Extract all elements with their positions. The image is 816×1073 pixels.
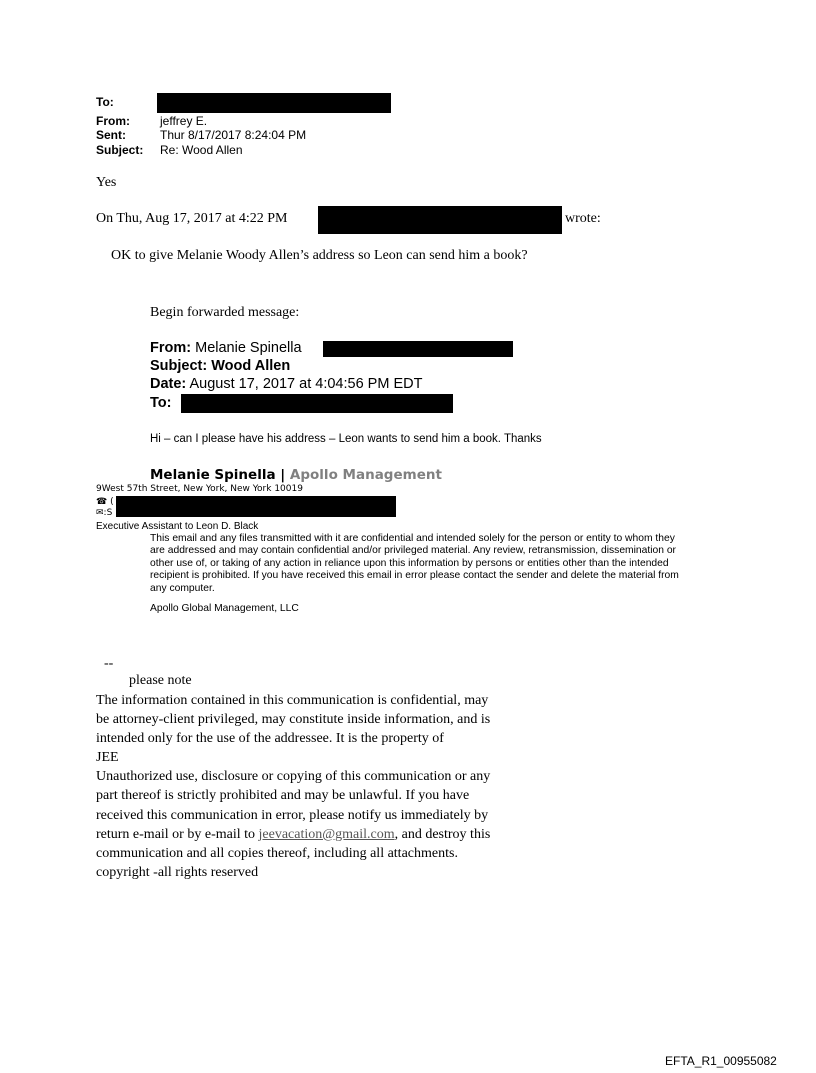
signature-company: Apollo Management (289, 467, 442, 483)
forward-date (150, 376, 422, 392)
from-label: From: (96, 114, 130, 128)
quote-intro-suffix: wrote: (565, 211, 601, 226)
signature-address: 9West 57th Street, New York, New York 10019 (96, 484, 303, 494)
forward-subject-value: Wood Allen (211, 358, 291, 374)
to-label: To: (96, 95, 114, 109)
signature-email (96, 508, 112, 518)
footer-dashes: -- (104, 656, 114, 671)
redaction-bar (181, 394, 453, 413)
signature-disclaimer-company: Apollo Global Management, LLC (150, 603, 299, 614)
forward-from (150, 340, 302, 356)
subject-label: Subject: (96, 143, 144, 157)
redaction-bar (157, 93, 391, 113)
forward-subject (150, 358, 290, 374)
quote-intro-prefix: On Thu, Aug 17, 2017 at 4:22 PM (96, 211, 288, 226)
forward-to-label: To: (150, 395, 172, 411)
forward-intro: Begin forwarded message: (150, 305, 300, 320)
document-id: EFTA_R1_00955082 (665, 1054, 777, 1068)
footer-p2-start: Unauthorized use, disclosure or copying of this communication or any part thereof is strictly prohibited and may be unlawful. If you have received this communication in error, please notify us immediately by return e-mail or by e-mail to (96, 769, 491, 842)
signature-title: Executive Assistant to Leon D. Black (96, 521, 259, 532)
email-icon: ✉:S (96, 508, 113, 518)
subject-value: Re: Wood Allen (160, 143, 243, 157)
forward-date-value: August 17, 2017 at 4:04:56 PM EDT (189, 376, 423, 392)
signature-separator: | (280, 467, 286, 483)
footer-notice (96, 691, 496, 882)
footer-p2-end: , and destroy this communication and all copies thereof, including all attachments. copyright -all rights reserved (96, 826, 491, 880)
forward-from-label: From: (150, 340, 192, 356)
redaction-bar (116, 496, 396, 517)
signature-phone (96, 497, 114, 507)
sent-label: Sent: (96, 128, 126, 142)
sent-value: Thur 8/17/2017 8:24:04 PM (160, 128, 307, 142)
footer-jee: JEE (96, 750, 119, 766)
quote-message: OK to give Melanie Woody Allen’s address so Leon can send him a book? (111, 248, 528, 263)
footer-paragraph-2 (96, 767, 496, 882)
redaction-bar (323, 341, 513, 357)
footer-note: please note (129, 673, 192, 688)
forward-to (150, 395, 171, 411)
signature-name: Melanie Spinella (150, 467, 276, 483)
forward-message: Hi – can I please have his address – Leon wants to send him a book. Thanks (150, 433, 542, 445)
forward-date-label: Date: (150, 376, 187, 392)
phone-icon: ☎ ( (96, 497, 114, 507)
from-value: jeffrey E. (160, 114, 208, 128)
forward-from-value: Melanie Spinella (195, 340, 302, 356)
reply-body: Yes (96, 175, 117, 190)
signature-disclaimer: This email and any files transmitted with it are confidential and intended solely for the person or entity to whom they are addressed and may contain confidential and/or privileged material. Any review, retransmission, dissemination or other use of, or taking of any action in reliance upon this information by persons or entities other than the intended recipient is prohibited. If you have received this email in error please contact the sender and delete the material from any computer. (150, 533, 679, 594)
footer-paragraph-1: The information contained in this communication is confidential, may be attorney-client privileged, may constitute inside information, and is intended only for the use of the addressee. It is the property of (96, 693, 491, 747)
footer-email-link[interactable]: jeevacation@gmail.com (258, 826, 395, 842)
signature-header (150, 467, 442, 483)
redaction-bar (318, 206, 562, 234)
forward-subject-label: Subject: (150, 358, 208, 374)
